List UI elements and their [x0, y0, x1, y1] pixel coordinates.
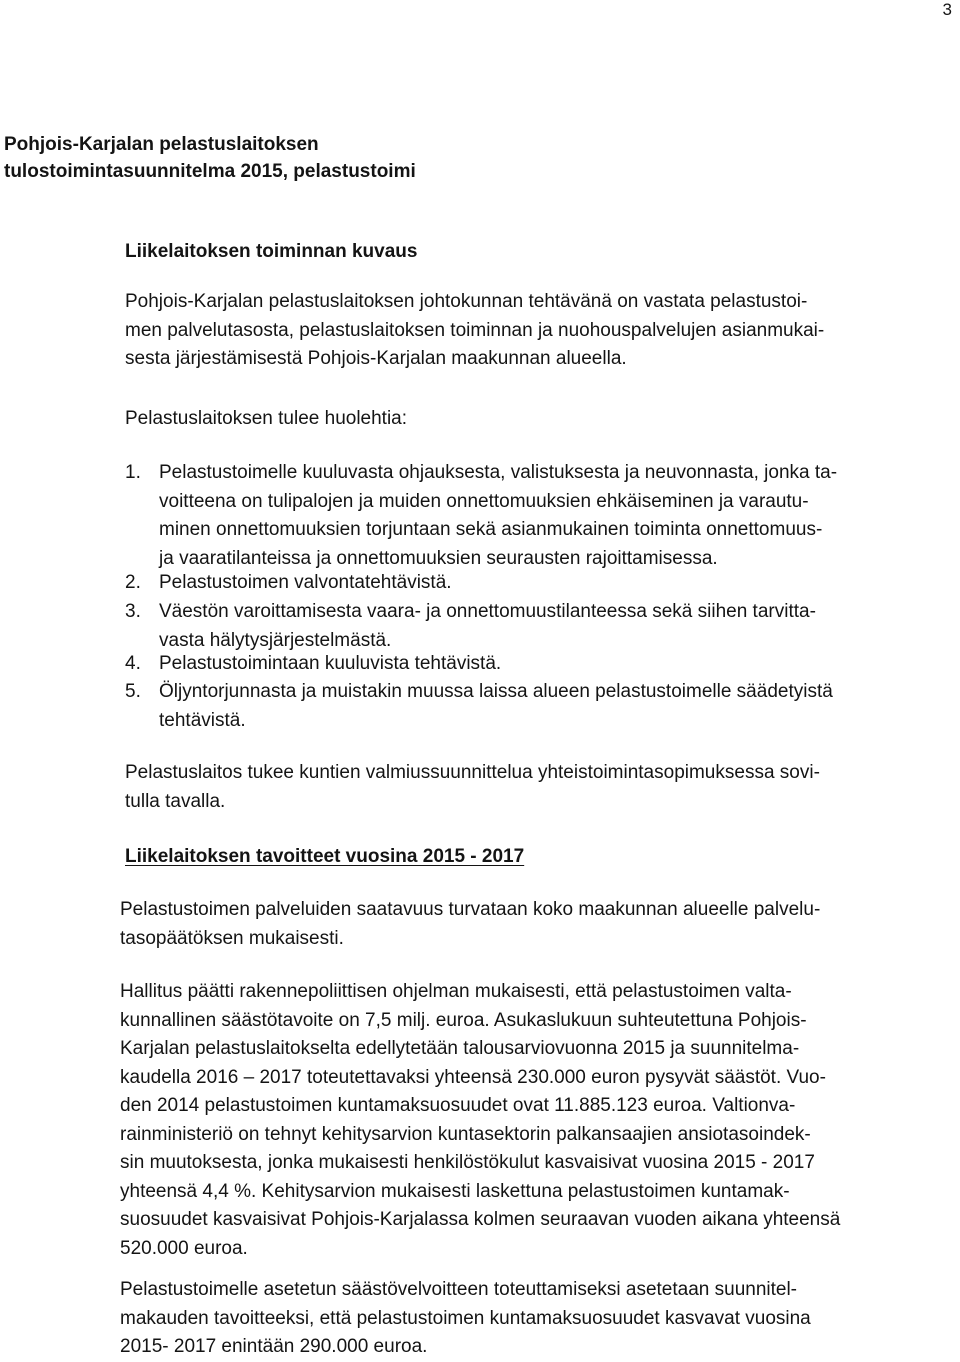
section-heading-goals: Liikelaitoksen tavoitteet vuosina 2015 - 2017	[125, 846, 525, 867]
goals-paragraph: Pelastustoimelle asetetun säästövelvoitteen toteuttamiseksi asetetaan suunnitel- makauden tavoitteeksi, että pelastustoimen kuntamaksuosuudet kasvavat vuosina 2015- 2017 enintään 290.000 euroa.	[120, 1279, 811, 1357]
description-paragraph: Pohjois-Karjalan pelastuslaitoksen johtokunnan tehtävänä on vastata pelastustoi- men palvelutasosta, pelastuslaitoksen toiminnan ja nuohouspalvelujen asianmukai- sesta järjestämisestä Pohjois-Karjalan maakunnan alueella.	[125, 291, 825, 369]
list-item-number: 3.	[125, 601, 141, 622]
list-item-number: 4.	[125, 653, 141, 674]
document-title: Pohjois-Karjalan pelastuslaitoksen tulostoimintasuunnitelma 2015, pelastustoimi	[4, 134, 416, 182]
goals-paragraph: Hallitus päätti rakennepoliittisen ohjelman mukaisesti, että pelastustoimen valta- kunnallinen säästötavoite on 7,5 milj. euroa. Asukaslukuun suhteutettuna Pohjois- Karjalan pelastuslaitokselta edellytetään talousarviovuonna 2015 ja suunnitelma- kaudella 2016 – 2017 toteutettavaksi yhteensä 230.000 euron pysyvät säästöt. Vuo- den 2014 pelastustoimen kuntamaksuosuudet ovat 11.885.123 euroa. Valtionva- rainministeriö on tehnyt kehitysarvion kuntasektorin palkansaajien ansiotasoindek- sin muutoksesta, jonka mukaisesti henkilöstökulut kasvaisivat vuosina 2015 - 2017 yhteensä 4,4 %. Kehitysarvion mukaisesti laskettuna pelastustoimen kuntamak- suosuudet kasvaisivat Pohjois-Karjalassa kolmen seuraavan vuoden aikana yhteensä 520.000 euroa.	[120, 981, 841, 1259]
list-item-text: Öljyntorjunnasta ja muistakin muussa laissa alueen pelastustoimelle säädetyistä tehtävistä.	[159, 681, 833, 731]
list-item-text: Pelastustoimen valvontatehtävistä.	[159, 572, 452, 593]
section-heading-description: Liikelaitoksen toiminnan kuvaus	[125, 241, 418, 262]
list-item-text: Pelastustoimintaan kuuluvista tehtävistä.	[159, 653, 502, 674]
list-item-text: Pelastustoimelle kuuluvasta ohjauksesta, valistuksesta ja neuvonnasta, jonka ta- voitteena on tulipalojen ja muiden onnettomuuksien ehkäiseminen ja varautu- minen onnettomuuksien torjuntaan sekä asianmukainen toiminta onnettomuus- ja vaaratilanteissa ja onnettomuuksien seurausten rajoittamisessa.	[159, 462, 838, 569]
cooperation-paragraph: Pelastuslaitos tukee kuntien valmiussuunnittelua yhteistoimintasopimuksessa sovi- tulla tavalla.	[125, 762, 820, 812]
list-item-number: 1.	[125, 462, 141, 483]
list-item-text: Väestön varoittamisesta vaara- ja onnettomuustilanteessa sekä siihen tarvitta- vasta hälytysjärjestelmästä.	[159, 601, 816, 651]
duties-lead-text: Pelastuslaitoksen tulee huolehtia:	[125, 408, 408, 429]
list-item-number: 2.	[125, 572, 141, 593]
page-number: 3	[942, 0, 952, 19]
goals-paragraph: Pelastustoimen palveluiden saatavuus turvataan koko maakunnan alueelle palvelu- tasopäätöksen mukaisesti.	[120, 899, 821, 949]
list-item-number: 5.	[125, 681, 141, 702]
